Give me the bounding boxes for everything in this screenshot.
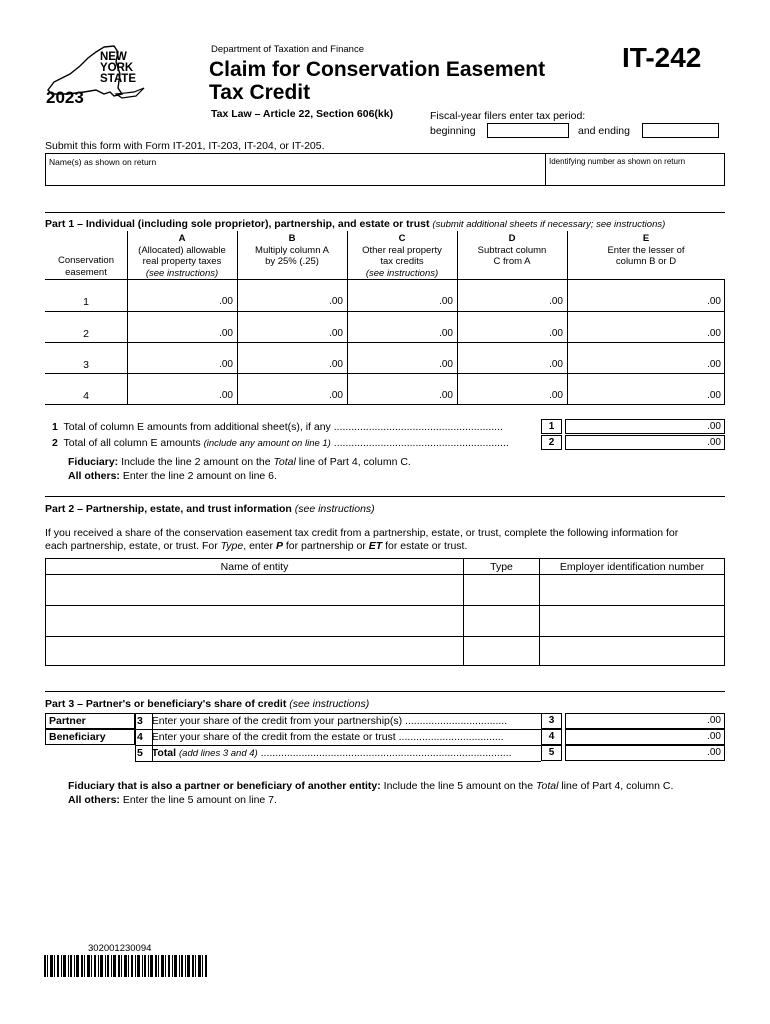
line-2-dots: ............................................................ — [330, 437, 509, 449]
col-header-ein: Employer identification number — [559, 561, 705, 573]
amount-field-a[interactable]: .00 — [219, 328, 233, 339]
line-2-number: 2 — [52, 437, 58, 449]
part1-title-note: (submit additional sheets if necessary; see instructions) — [432, 219, 666, 230]
row-number: 2 — [83, 328, 89, 340]
line-4-box-label: 4 — [541, 729, 562, 745]
line-5-note: (add lines 3 and 4) — [179, 748, 258, 759]
col-d-line1: Subtract column — [477, 244, 547, 256]
table-row — [45, 311, 725, 342]
amount-field-c[interactable]: .00 — [439, 359, 453, 370]
entity-type-field[interactable] — [465, 577, 537, 603]
partner-label: Partner — [49, 715, 86, 727]
nys-logo — [44, 44, 154, 108]
intro2-type: Type — [220, 540, 244, 552]
ein-field[interactable] — [541, 608, 721, 634]
amount-field-b[interactable]: .00 — [329, 359, 343, 370]
line-5-amount-field[interactable]: .00 — [565, 745, 725, 761]
line-2-note: (include any amount on line 1) — [203, 438, 331, 449]
ein-field[interactable] — [541, 639, 721, 663]
beginning-label: beginning — [430, 125, 476, 137]
col-e-line2: column B or D — [615, 256, 677, 267]
line-2-text: Total of all column E amounts — [63, 437, 201, 449]
part1-title: Part 1 – Individual (including sole proprietor), partnership, and estate or trust — [45, 218, 430, 230]
table-row — [46, 606, 724, 636]
name-field[interactable] — [46, 168, 544, 185]
p3-others-label: All others: — [68, 794, 120, 806]
part3-title-note: (see instructions) — [289, 698, 370, 710]
part1-heading — [45, 218, 665, 230]
col-b-letter: B — [288, 233, 296, 244]
line-1-amount-field[interactable]: .00 — [565, 419, 725, 434]
line-3-number: 3 — [137, 715, 143, 727]
logo-year: 2023 — [46, 88, 84, 107]
intro2-a: each partnership, estate, or trust. For — [45, 540, 221, 552]
line-4-number: 4 — [137, 731, 143, 743]
table-row — [45, 373, 725, 404]
col-header-e — [567, 233, 725, 268]
intro2-b: , enter — [243, 540, 276, 552]
others-label: All others: — [68, 470, 120, 482]
tax-law-reference: Tax Law – Article 22, Section 606(kk) — [211, 108, 394, 120]
table-row — [46, 637, 724, 665]
part1-others-instruction — [68, 470, 277, 482]
line-5-box-label: 5 — [541, 745, 562, 761]
row-number: 3 — [83, 359, 89, 371]
logo-line-state: STATE — [100, 73, 136, 85]
part2-table — [45, 558, 725, 666]
intro2-d: for estate or trust. — [382, 540, 468, 552]
part2-title-note: (see instructions) — [294, 503, 375, 515]
col-d-line2: C from A — [493, 256, 531, 267]
col-a-line1: (Allocated) allowable — [138, 244, 226, 256]
amount-field-d[interactable]: .00 — [549, 328, 563, 339]
intro2-c: for partnership or — [282, 540, 369, 552]
ein-field[interactable] — [541, 577, 721, 603]
form-number: IT-242 — [622, 42, 702, 73]
col-e-line1: Enter the lesser of — [607, 244, 685, 256]
col-a-note: (see instructions) — [145, 267, 219, 279]
form-title — [209, 58, 545, 104]
part3-others-instruction — [68, 794, 277, 806]
submit-note: Submit this form with Form IT-201, IT-203, IT-204, or IT-205. — [45, 140, 325, 152]
line-1-number: 1 — [52, 421, 58, 433]
intro2-et: ET — [368, 540, 383, 552]
logo-line-york: YORK — [100, 62, 134, 74]
fiscal-year-note: Fiscal-year filers enter tax period: — [430, 110, 586, 122]
col-header-entity-name: Name of entity — [220, 561, 289, 573]
barcode-icon — [44, 955, 208, 977]
line-2-amount-field[interactable]: .00 — [565, 435, 725, 450]
amount-field-d[interactable]: .00 — [549, 296, 563, 307]
amount-field-c[interactable]: .00 — [439, 328, 453, 339]
amount-field-d[interactable]: .00 — [549, 359, 563, 370]
line-5 — [137, 747, 541, 759]
amount-field-e[interactable]: .00 — [707, 390, 721, 401]
col-header-easement — [45, 255, 127, 279]
part1-fiduciary-instruction — [68, 456, 411, 468]
table-row — [46, 575, 724, 605]
amount-field-a[interactable]: .00 — [219, 390, 233, 401]
line-2 — [52, 437, 544, 449]
amount-field-c[interactable]: .00 — [439, 390, 453, 401]
amount-field-c[interactable]: .00 — [439, 296, 453, 307]
amount-field-b[interactable]: .00 — [329, 390, 343, 401]
logo-line-new: NEW — [100, 51, 127, 63]
amount-field-b[interactable]: .00 — [329, 296, 343, 307]
col-a-line2: real property taxes — [142, 256, 222, 267]
amount-field-a[interactable]: .00 — [219, 296, 233, 307]
intro2-p: P — [275, 540, 283, 552]
id-number-field[interactable] — [547, 168, 724, 185]
part2-title: Part 2 – Partnership, estate, and trust information — [45, 503, 292, 515]
amount-field-a[interactable]: .00 — [219, 359, 233, 370]
line-5-number: 5 — [137, 747, 143, 759]
barcode-number: 302001230094 — [88, 943, 152, 954]
beginning-date-field[interactable] — [487, 123, 569, 138]
id-number-label: Identifying number as shown on return — [549, 157, 686, 166]
line-3-amount-field[interactable]: .00 — [565, 713, 725, 729]
line-4-dots: .................................... — [395, 731, 504, 743]
line-3-text: Enter your share of the credit from your partnership(s) — [151, 715, 403, 727]
col-header-d — [457, 233, 567, 268]
part2-intro-line1: If you received a share of the conservation easement tax credit from a partnership, estate, or trust, complete the following information for — [45, 527, 679, 539]
col-header-a — [127, 233, 237, 279]
line-1-dots: .......................................................... — [330, 421, 503, 433]
p3-fiduciary-label: Fiduciary that is also a partner or beneficiary of another entity: — [68, 780, 381, 792]
fiduciary-total: Total — [273, 456, 296, 468]
part3-fiduciary-instruction — [68, 780, 673, 792]
entity-type-field[interactable] — [465, 639, 537, 663]
table-row — [45, 279, 725, 311]
table-row — [45, 342, 725, 373]
amount-field-e[interactable]: .00 — [707, 328, 721, 339]
part2-heading — [45, 503, 375, 515]
amount-field-d[interactable]: .00 — [549, 390, 563, 401]
department-name: Department of Taxation and Finance — [211, 44, 364, 55]
entity-name-field[interactable] — [48, 639, 461, 663]
amount-field-e[interactable]: .00 — [707, 296, 721, 307]
col-d-letter: D — [508, 233, 516, 244]
row-number: 1 — [83, 296, 89, 308]
entity-name-field[interactable] — [48, 608, 461, 634]
col-a-letter: A — [178, 233, 186, 244]
line-5-text: Total — [151, 747, 177, 759]
p3-fiduciary-end: line of Part 4, column C. — [558, 780, 674, 792]
p3-others-text: Enter the line 5 amount on line 7. — [119, 794, 277, 806]
name-label: Name(s) as shown on return — [49, 157, 157, 167]
form-title-line2: Tax Credit — [209, 81, 311, 104]
line-2-box-label: 2 — [541, 435, 562, 450]
col-easement-line1: Conservation — [58, 255, 114, 266]
col-easement-line2: easement — [65, 267, 107, 278]
fiduciary-end: line of Part 4, column C. — [295, 456, 411, 468]
entity-name-field[interactable] — [48, 577, 461, 603]
line-3 — [137, 715, 541, 727]
col-c-line1: Other real property — [362, 244, 442, 256]
p3-fiduciary-text: Include the line 5 amount on the — [380, 780, 537, 792]
part3-title: Part 3 – Partner's or beneficiary's share of credit — [45, 698, 287, 710]
ending-date-field[interactable] — [642, 123, 719, 138]
part1-table — [45, 231, 725, 407]
part3-heading — [45, 698, 369, 710]
col-c-line2: tax credits — [380, 256, 424, 267]
line-1 — [52, 421, 544, 433]
line-1-text: Total of column E amounts from additional sheet(s), if any — [63, 421, 331, 433]
amount-field-b[interactable]: .00 — [329, 328, 343, 339]
amount-field-e[interactable]: .00 — [707, 359, 721, 370]
line-4-text: Enter your share of the credit from the estate or trust — [151, 731, 396, 743]
col-header-type: Type — [490, 561, 513, 573]
fiduciary-label: Fiduciary: — [68, 456, 119, 468]
p3-fiduciary-total: Total — [536, 780, 559, 792]
col-header-b — [237, 233, 347, 268]
col-b-line1: Multiply column A — [255, 244, 329, 256]
line-5-dots: ...................................................................................... — [257, 747, 512, 759]
col-b-line2: by 25% (.25) — [265, 256, 319, 267]
col-e-letter: E — [642, 233, 650, 244]
line-3-box-label: 3 — [541, 713, 562, 729]
form-title-line1: Claim for Conservation Easement — [209, 58, 546, 81]
row-number: 4 — [83, 390, 89, 402]
col-c-letter: C — [398, 233, 406, 244]
beneficiary-label: Beneficiary — [49, 731, 106, 743]
part2-intro-line2 — [45, 540, 467, 552]
line-3-dots: ................................... — [402, 715, 508, 727]
ending-label: and ending — [578, 125, 630, 137]
entity-type-field[interactable] — [465, 608, 537, 634]
line-4 — [137, 731, 541, 743]
others-text: Enter the line 2 amount on line 6. — [119, 470, 277, 482]
line-4-amount-field[interactable]: .00 — [565, 729, 725, 745]
fiduciary-text: Include the line 2 amount on the — [118, 456, 274, 468]
col-header-c — [347, 233, 457, 279]
col-c-note: (see instructions) — [365, 267, 439, 279]
line-1-box-label: 1 — [541, 419, 562, 434]
